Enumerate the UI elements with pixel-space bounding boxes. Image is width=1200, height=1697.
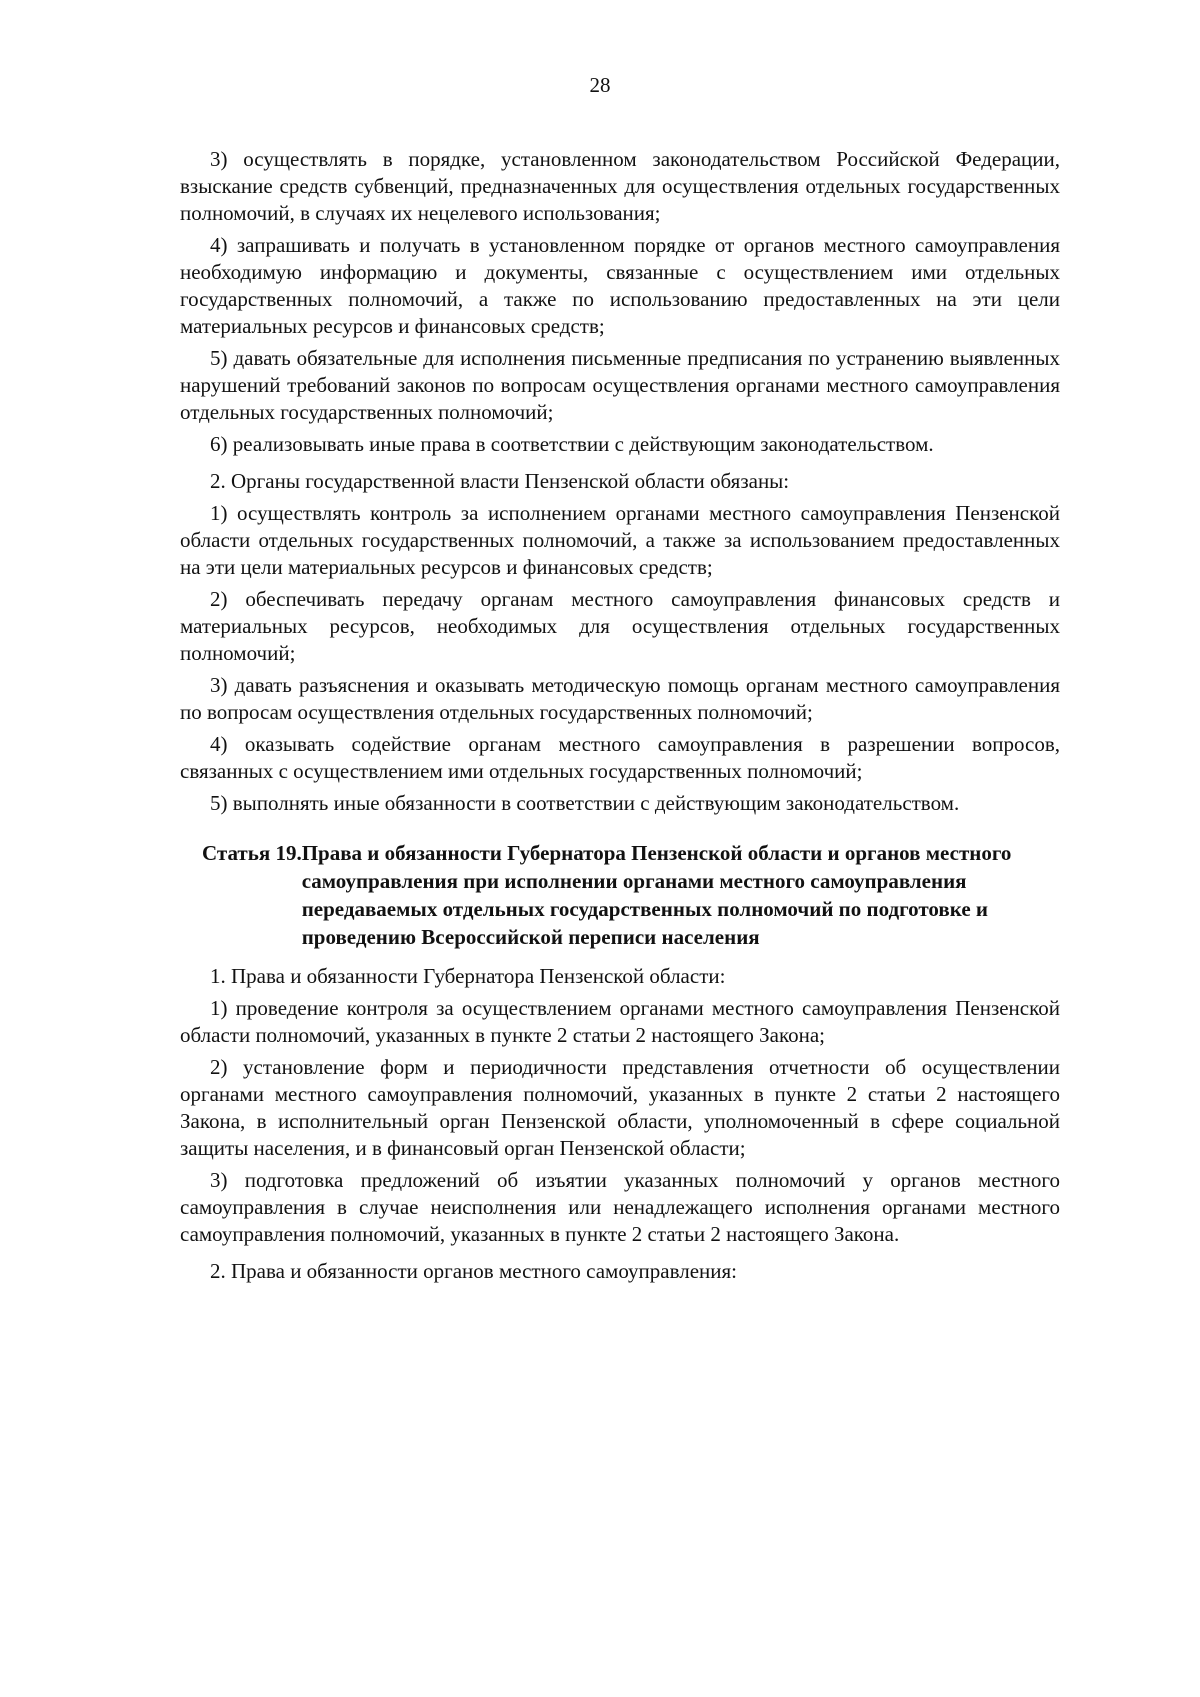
paragraph-local-section-2: 2. Права и обязанности органов местного самоуправления: xyxy=(210,1259,738,1283)
paragraph-section-2: 2. Органы государственной власти Пензенской области обязаны: xyxy=(210,469,790,493)
page-number: 28 xyxy=(589,73,611,97)
paragraph-duties-5: 5) выполнять иные обязанности в соответствии с действующим законодательством. xyxy=(210,791,960,815)
article-title: Права и обязанности Губернатора Пензенской области и органов местного самоуправления при исполнении органами местного самоуправления передаваемых отдельных государственных полномочий по подготовке и проведению Всероссийской переписи населения xyxy=(301,841,1012,949)
paragraph-governor-3: 3) подготовка предложений об изъятии указанных полномочий у органов местного самоуправления в случае неисполнения или ненадлежащего исполнения органами местного самоуправления полномочий, указанных в пункте 2 статьи 2 настоящего Закона. xyxy=(180,1168,1060,1246)
paragraph-rights-3: 3) осуществлять в порядке, установленном законодательством Российской Федерации, взыскание средств субвенций, предназначенных для осуществления отдельных государственных полномочий, в случаях их нецелевого использования; xyxy=(180,147,1060,225)
paragraph-governor-1: 1) проведение контроля за осуществлением органами местного самоуправления Пензенской области полномочий, указанных в пункте 2 статьи 2 настоящего Закона; xyxy=(180,996,1060,1047)
paragraph-rights-4: 4) запрашивать и получать в установленном порядке от органов местного самоуправления необходимую информацию и документы, связанные с осуществлением ими отдельных государственных полномочий, а также по использованию предоставленных на эти цели материальных ресурсов и финансовых средств; xyxy=(180,233,1060,338)
paragraph-governor-section-1: 1. Права и обязанности Губернатора Пензенской области: xyxy=(210,964,726,988)
article-label: Статья 19. xyxy=(202,841,302,865)
paragraph-governor-2: 2) установление форм и периодичности представления отчетности об осуществлении органами местного самоуправления полномочий, указанных в пункте 2 статьи 2 настоящего Закона, в исполнительный орган Пензенской области, уполномоченный в сфере социальной защиты населения, и в финансовый орган Пензенской области; xyxy=(180,1055,1060,1160)
paragraph-duties-4: 4) оказывать содействие органам местного самоуправления в разрешении вопросов, связанных с осуществлением ими отдельных государственных полномочий; xyxy=(180,732,1060,783)
paragraph-rights-5: 5) давать обязательные для исполнения письменные предписания по устранению выявленных нарушений требований законов по вопросам осуществления органами местного самоуправления отдельных государственных полномочий; xyxy=(180,346,1060,424)
paragraph-rights-6: 6) реализовывать иные права в соответствии с действующим законодательством. xyxy=(210,432,934,456)
document-body xyxy=(180,146,1060,1290)
paragraph-duties-3: 3) давать разъяснения и оказывать методическую помощь органам местного самоуправления по вопросам осуществления отдельных государственных полномочий; xyxy=(180,673,1060,724)
paragraph-duties-2: 2) обеспечивать передачу органам местного самоуправления финансовых средств и материальных ресурсов, необходимых для осуществления отдельных государственных полномочий; xyxy=(180,587,1060,665)
paragraph-duties-1: 1) осуществлять контроль за исполнением органами местного самоуправления Пензенской области отдельных государственных полномочий, а также за использованием предоставленных на эти цели материальных ресурсов и финансовых средств; xyxy=(180,501,1060,579)
article-heading xyxy=(180,839,1060,951)
